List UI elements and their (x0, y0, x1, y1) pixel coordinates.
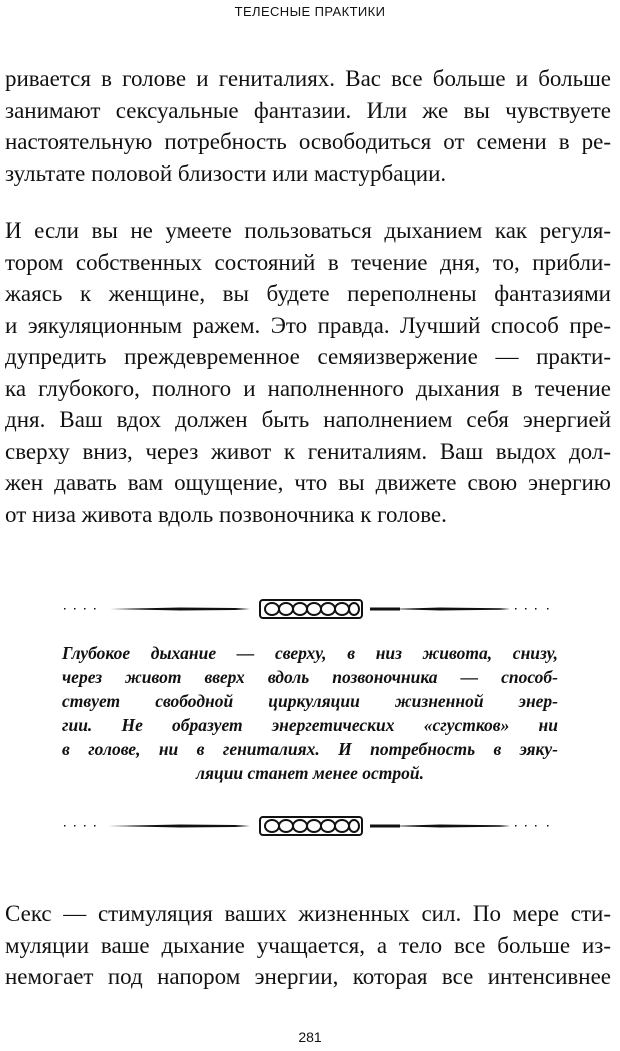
text-line: муляции ваше дыхание учащается, а тело все больше из- (5, 932, 611, 958)
paragraph-1 (5, 63, 611, 189)
callout-line: через живот вверх вдоль позвоночника — способ- (62, 667, 558, 687)
text-line: сверху вниз, через живот к гениталиям. Ваш выдох дол- (5, 438, 611, 464)
text-line: немогает под напором энергии, которая все интенсивнее (5, 964, 611, 989)
ornament-divider-top (60, 597, 560, 621)
text-line: тором собственных состояний в течение дня, то, прибли- (5, 249, 611, 275)
callout-box (62, 641, 558, 785)
paragraph-2 (5, 215, 611, 530)
text-line: дня. Ваш вдох должен быть наполнением себя энергией (5, 407, 611, 432)
text-line: жаясь к женщине, вы будете переполнены фантазиями (5, 281, 611, 306)
callout-line: в голове, ни в гениталиях. И потребность в эяку- (62, 739, 558, 759)
callout-line: ляции станет менее острой. (195, 763, 425, 783)
text-line: настоятельную потребность освободиться от семени в ре- (5, 129, 611, 154)
text-line: жен давать вам ощущение, что вы движете свою энергию (5, 470, 611, 495)
callout-line: Глубокое дыхание — сверху, в низ живота, снизу, (62, 643, 558, 663)
text-line: и эякуляционным ражем. Это правда. Лучший способ пре- (5, 312, 611, 338)
text-line: ривается в голове и гениталиях. Вас все больше и больше (5, 66, 611, 91)
text-line: зультате половой близости или мастурбации. (5, 160, 447, 186)
text-line: дупредить преждевременное семяизвержение — практи- (5, 344, 611, 369)
text-line: от низа живота вдоль позвоночника к голове. (5, 501, 447, 527)
paragraph-3 (5, 898, 611, 993)
ornament-divider-bottom (60, 814, 560, 838)
text-line: Секс — стимуляция ваших жизненных сил. По мере сти- (5, 901, 611, 926)
page-number: 281 (298, 1029, 322, 1045)
callout-line: ствует свободной циркуляции жизненной энер- (62, 691, 558, 711)
running-header: ТЕЛЕСНЫЕ ПРАКТИКИ (234, 4, 386, 19)
callout-line: гии. Не образует энергетических «сгустков» ни (62, 715, 558, 735)
text-line: занимают сексуальные фантазии. Или же вы чувствуете (5, 97, 611, 123)
text-line: ка глубокого, полного и наполненного дыхания в течение (5, 375, 611, 401)
text-line: И если вы не умеете пользоваться дыханием как регуля- (5, 218, 611, 243)
